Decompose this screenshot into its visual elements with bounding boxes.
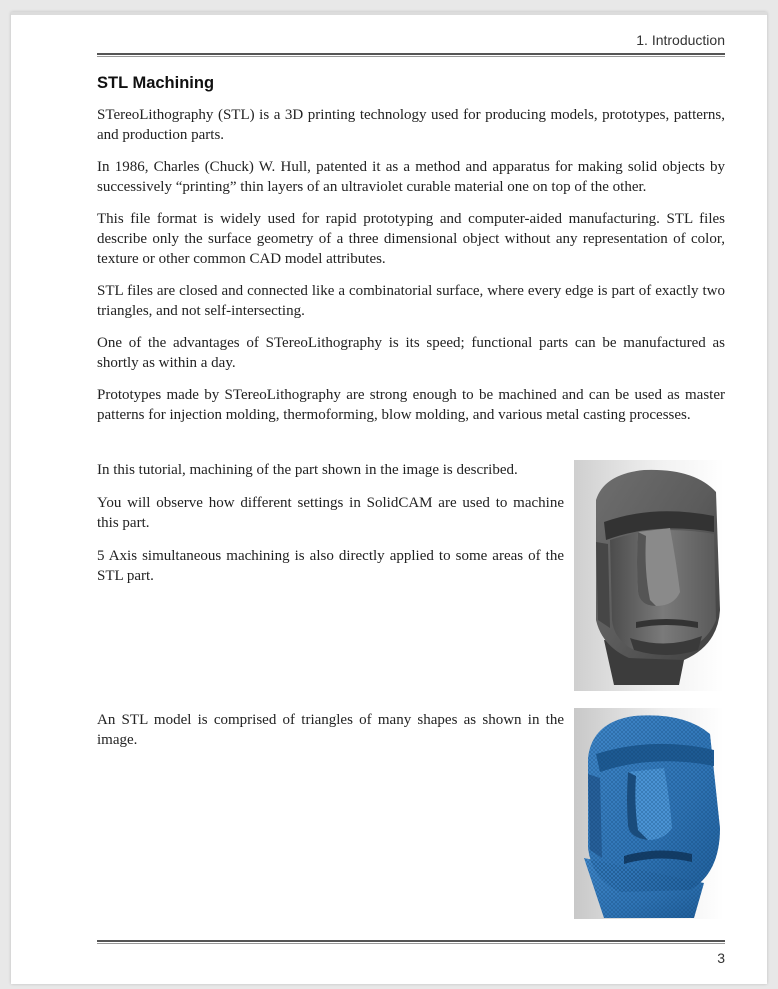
mesh-model-block (97, 710, 725, 924)
document-page (11, 12, 767, 984)
page-top-edge (11, 12, 767, 15)
section-title: STL Machining (97, 74, 215, 92)
paragraph: One of the advantages of STereoLithography is its speed; functional parts can be manufactured as shortly as within a day. (97, 335, 725, 371)
tutorial-intro-block (97, 460, 725, 692)
paragraph: In this tutorial, machining of the part shown in the image is described. (97, 462, 518, 478)
paragraph: This file format is widely used for rapid prototyping and computer-aided manufacturing. STL files describe only the surface geometry of a three dimensional object without any representation of color, texture or other common CAD model attributes. (97, 211, 725, 267)
paragraph: STL files are closed and connected like a combinatorial surface, where every edge is part of exactly two triangles, and not self-intersecting. (97, 283, 725, 319)
paragraph: You will observe how different settings in SolidCAM are used to machine this part. (97, 495, 564, 531)
header-rule (97, 53, 725, 57)
solid-model-image (574, 460, 724, 691)
footer-rule (97, 940, 725, 944)
paragraph: An STL model is comprised of triangles of many shapes as shown in the image. (97, 712, 564, 748)
main-text (97, 72, 725, 437)
mesh-model-image (574, 708, 724, 919)
paragraph: STereoLithography (STL) is a 3D printing technology used for producing models, prototypes, patterns, and production parts. (97, 107, 725, 143)
paragraph: 5 Axis simultaneous machining is also directly applied to some areas of the STL part. (97, 548, 564, 584)
mesh-model-text (97, 710, 564, 750)
paragraph: Prototypes made by STereoLithography are strong enough to be machined and can be used as master patterns for injection molding, thermoforming, blow molding, and various metal casting processes. (97, 387, 725, 423)
tutorial-intro-text (97, 460, 564, 599)
page-number: 3 (717, 950, 725, 966)
paragraph: In 1986, Charles (Chuck) W. Hull, patented it as a method and apparatus for making solid objects by successively “printing” thin layers of an ultraviolet curable material one on top of the other. (97, 159, 725, 195)
running-header: 1. Introduction (636, 32, 725, 48)
